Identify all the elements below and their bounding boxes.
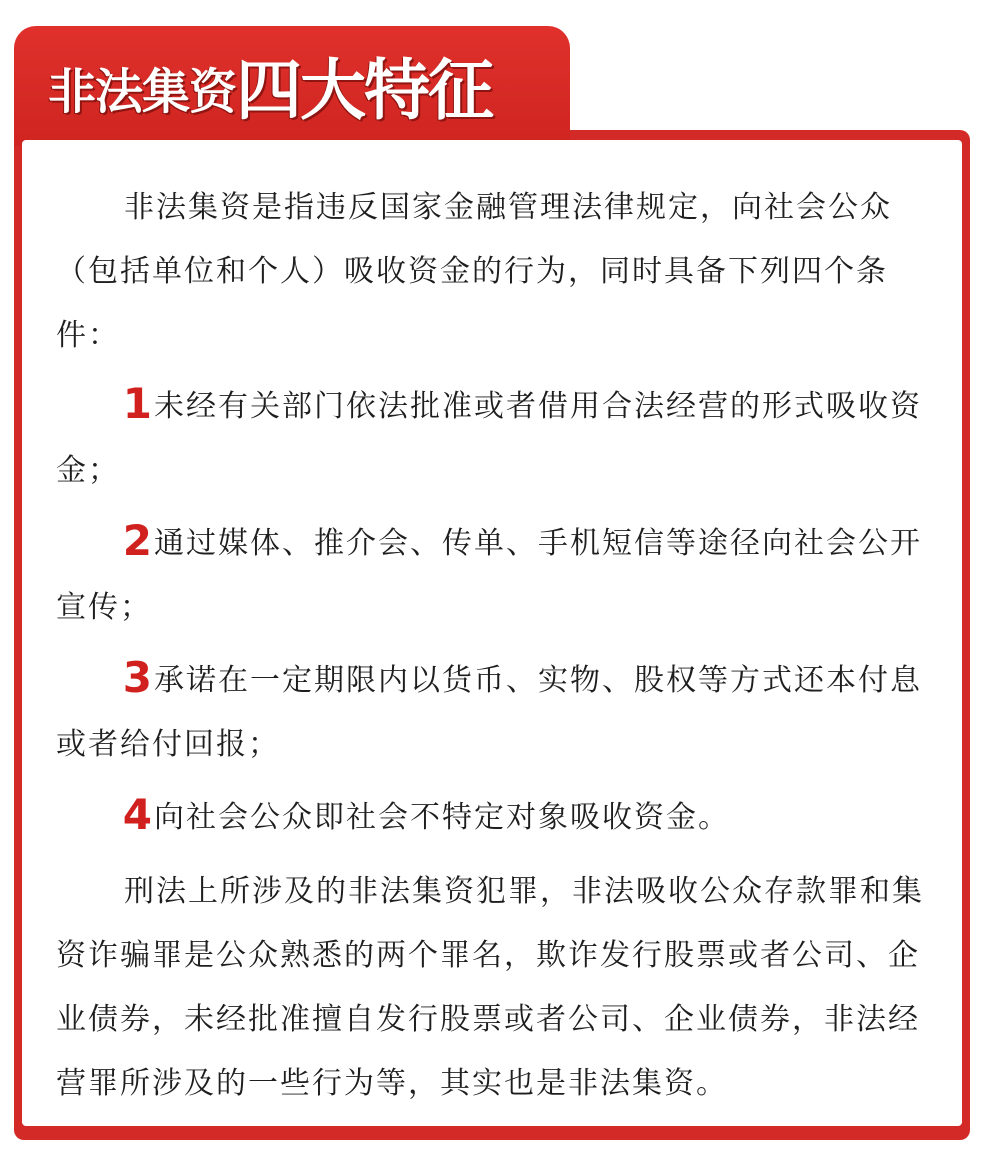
condition-text: 承诺在一定期限内以货币、实物、股权等方式还本付息或者给付回报； bbox=[56, 663, 922, 762]
condition-item-2 bbox=[56, 509, 932, 640]
condition-number: 3 bbox=[122, 653, 154, 702]
page-title-part1: 非法集资 bbox=[48, 64, 237, 120]
closing-paragraph: 刑法上所涉及的非法集资犯罪，非法吸收公众存款罪和集资诈骗罪是公众熟悉的两个罪名，欺诈发行股票或者公司、企业债券，未经批准擅自发行股票或者公司、企业债券，非法经营罪所涉及的一些行为等，其实也是非法集资。 bbox=[56, 874, 924, 1101]
condition-text: 通过媒体、推介会、传单、手机短信等途径向社会公开宣传； bbox=[56, 526, 922, 625]
page-title-part2: 四大特征 bbox=[236, 51, 493, 129]
condition-item-4 bbox=[56, 783, 932, 850]
intro-paragraph: 非法集资是指违反国家金融管理法律规定，向社会公众（包括单位和个人）吸收资金的行为，同时具备下列四个条件： bbox=[56, 190, 892, 353]
condition-item-1 bbox=[56, 372, 932, 503]
condition-item-3 bbox=[56, 646, 932, 777]
condition-number: 4 bbox=[122, 790, 154, 839]
condition-number: 2 bbox=[122, 516, 154, 565]
condition-text: 未经有关部门依法批准或者借用合法经营的形式吸收资金； bbox=[56, 389, 922, 488]
condition-number: 1 bbox=[122, 379, 154, 428]
article-content bbox=[56, 176, 932, 1116]
page-title bbox=[48, 30, 492, 130]
condition-text: 向社会公众即社会不特定对象吸收资金。 bbox=[154, 800, 730, 835]
